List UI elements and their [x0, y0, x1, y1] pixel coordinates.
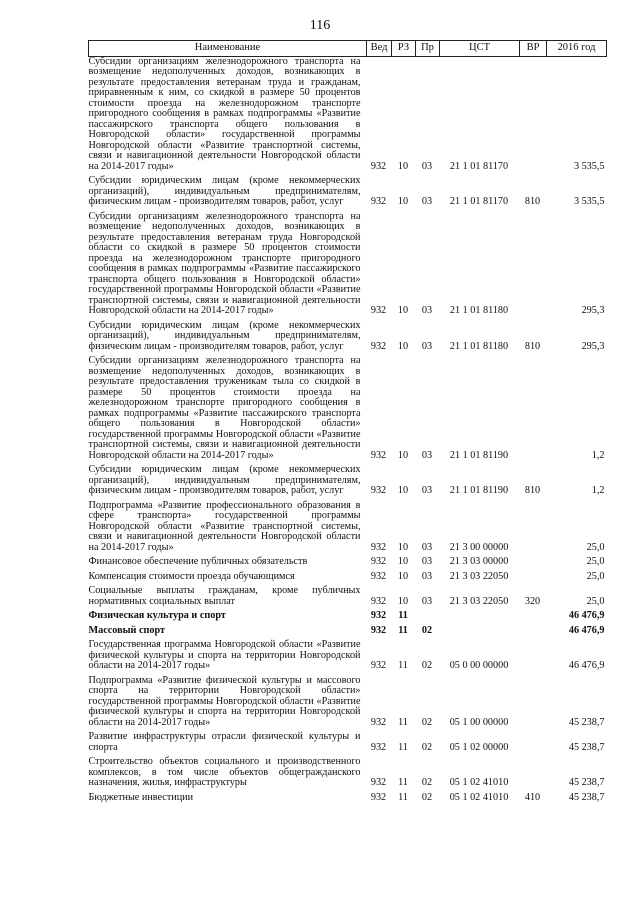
- cell-cst: 05 1 02 41010: [449, 777, 509, 788]
- cell-pr: 03: [421, 556, 433, 567]
- cell-rz: 11: [398, 610, 408, 621]
- table-row: [89, 356, 607, 465]
- cell-ved: 932: [370, 595, 387, 607]
- cell-rz: 10: [397, 196, 409, 207]
- cell-name: Бюджетные инвестиции: [88, 791, 194, 803]
- cell-vr: [520, 356, 547, 465]
- cell-sum: 46 476,9: [568, 610, 605, 621]
- cell-sum: 45 238,7: [568, 716, 605, 728]
- table-row: [89, 732, 607, 757]
- cell-rz: 11: [398, 777, 408, 788]
- cell-vr: [520, 572, 547, 587]
- cell-rz: 11: [398, 791, 408, 803]
- cell-ved: 932: [370, 610, 387, 621]
- cell-name: Массовый спорт: [88, 624, 165, 636]
- cell-name: Социальные выплаты гражданам, кроме публичных нормативных социальных выплат: [88, 585, 361, 607]
- cell-pr: 02: [421, 791, 433, 803]
- cell-cst: 21 3 03 00000: [449, 556, 509, 567]
- cell-sum: 45 238,7: [568, 777, 605, 788]
- cell-ved: 932: [370, 305, 387, 316]
- cell-name: Компенсация стоимости проезда обучающимся: [88, 570, 295, 582]
- cell-pr: 02: [421, 741, 433, 753]
- cell-cst: 21 3 00 00000: [449, 541, 509, 553]
- cell-rz: 10: [397, 305, 409, 316]
- header-name: Наименование: [89, 41, 367, 57]
- cell-rz: 11: [398, 716, 408, 728]
- cell-name: Физическая культура и спорт: [88, 610, 226, 621]
- cell-cst: 05 1 00 00000: [449, 716, 509, 728]
- table-row: [89, 176, 607, 212]
- table-row: [89, 757, 607, 793]
- cell-rz: 10: [397, 570, 409, 582]
- cell-cst: [440, 626, 520, 641]
- table-row: [89, 611, 607, 626]
- cell-name: Субсидии организациям железнодорожного транспорта на возмещение недополученных доходов, возникающих в результате предоставления труженикам тыла со скидкой в размере 50 процентов стоимости проезда на железнодорожном транспорте пригородного сообщения в рамках подпрограммы «Развитие пассажирского транспорта общего пользования в Новгородской области» государственной программы Новгородской области «Развитие транспортной системы, связи и навигационной деятельности Новгородской области на 2014-2017 годы»: [88, 355, 361, 461]
- cell-rz: 10: [397, 340, 409, 352]
- cell-ved: 932: [370, 340, 387, 352]
- cell-rz: 11: [398, 660, 408, 671]
- table-row: [89, 793, 607, 808]
- header-ved: Вед: [367, 41, 392, 57]
- cell-rz: 10: [397, 595, 409, 607]
- cell-ved: 932: [370, 716, 387, 728]
- header-rz: РЗ: [392, 41, 416, 57]
- cell-sum: 295,3: [581, 305, 605, 316]
- header-vr: ВР: [520, 41, 547, 57]
- cell-pr: 03: [421, 595, 433, 607]
- cell-rz: 10: [397, 556, 409, 567]
- cell-pr: 02: [421, 660, 433, 671]
- cell-name: Развитие инфраструктуры отрасли физической культуры и спорта: [88, 731, 361, 753]
- cell-rz: 10: [397, 449, 409, 461]
- cell-sum: 25,0: [586, 595, 605, 607]
- cell-name: Субсидии юридическим лицам (кроме некоммерческих организаций), индивидуальным предпринимателям, физическим лицам - производителям товаров, работ, услуг: [88, 319, 361, 352]
- table-row: [89, 676, 607, 733]
- cell-cst: 05 1 02 41010: [449, 791, 509, 803]
- cell-ved: 932: [370, 485, 387, 496]
- cell-vr: 410: [524, 791, 541, 803]
- cell-cst: 05 1 02 00000: [449, 741, 509, 753]
- cell-sum: 45 238,7: [568, 791, 605, 803]
- cell-cst: 21 1 01 81190: [449, 449, 509, 461]
- cell-cst: 21 1 01 81170: [449, 196, 509, 207]
- cell-name: Строительство объектов социального и производственного комплексов, в том числе объектов общегражданского назначения, жилья, инфраструктуры: [88, 756, 361, 788]
- table-row: [89, 501, 607, 558]
- cell-pr: 03: [421, 196, 433, 207]
- cell-ved: 932: [370, 160, 387, 172]
- table-body: [89, 56, 607, 807]
- cell-name: Подпрограмма «Развитие физической культуры и массового спорта на территории Новгородской области» государственной программы Новгородской области «Развитие физической культуры и спорта на территории Новгородской области на 2014-2017 годы»: [88, 674, 361, 728]
- cell-ved: 932: [370, 449, 387, 461]
- table-row: [89, 321, 607, 357]
- cell-sum: 25,0: [586, 541, 605, 553]
- cell-ved: 932: [370, 741, 387, 753]
- cell-ved: 932: [370, 556, 387, 567]
- cell-sum: 25,0: [586, 570, 605, 582]
- cell-pr: 03: [421, 541, 433, 553]
- cell-vr: [520, 676, 547, 733]
- table-row: [89, 586, 607, 611]
- table-row: [89, 640, 607, 676]
- cell-cst: [440, 611, 520, 626]
- cell-vr: [520, 501, 547, 558]
- header-cst: ЦСТ: [440, 41, 520, 57]
- cell-sum: 25,0: [586, 556, 605, 567]
- cell-vr: 810: [524, 485, 541, 496]
- cell-ved: 932: [370, 777, 387, 788]
- cell-sum: 3 535,5: [573, 160, 605, 172]
- cell-sum: 295,3: [581, 340, 605, 352]
- cell-ved: 932: [370, 791, 387, 803]
- cell-vr: 810: [524, 196, 541, 207]
- cell-cst: 21 3 03 22050: [449, 595, 509, 607]
- cell-vr: [520, 732, 547, 757]
- cell-sum: 1,2: [591, 449, 605, 461]
- cell-sum: 46 476,9: [568, 624, 605, 636]
- cell-vr: [520, 640, 547, 676]
- cell-name: Субсидии организациям железнодорожного транспорта на возмещение недополученных доходов, возникающих в результате предоставления ветеранам труда Новгородской области со скидкой в размере 50 процентов стоимости проезда на железнодорожном транспорте пригородного сообщения в рамках подпрограммы «Развитие пассажирского транспорта общего пользования в Новгородской области» государственной программы Новгородской области «Развитие транспортной системы, связи и навигационной деятельности Новгородской области на 2014-2017 годы»: [88, 210, 361, 316]
- page-number: 116: [309, 18, 331, 33]
- cell-ved: 932: [370, 660, 387, 671]
- cell-pr: 03: [421, 340, 433, 352]
- cell-cst: 21 1 01 81190: [449, 485, 509, 496]
- cell-pr: 02: [421, 624, 433, 636]
- cell-cst: 05 0 00 00000: [449, 660, 509, 671]
- table-row: [89, 465, 607, 501]
- cell-name: Финансовое обеспечение публичных обязательств: [88, 556, 308, 567]
- cell-rz: 10: [397, 485, 409, 496]
- cell-vr: 810: [524, 340, 541, 352]
- cell-pr: 02: [421, 777, 433, 788]
- cell-ved: 932: [370, 624, 387, 636]
- cell-pr: 03: [421, 160, 433, 172]
- budget-table: [88, 40, 607, 807]
- cell-cst: 21 1 01 81180: [449, 340, 509, 352]
- cell-pr: 03: [421, 449, 433, 461]
- cell-pr: 03: [421, 305, 433, 316]
- table-row: [89, 572, 607, 587]
- cell-vr: [520, 212, 547, 321]
- cell-pr: 03: [421, 570, 433, 582]
- cell-vr: [520, 611, 547, 626]
- table-row: [89, 56, 607, 176]
- table-row: [89, 557, 607, 572]
- cell-sum: 45 238,7: [568, 741, 605, 753]
- table-header: [89, 41, 607, 57]
- cell-vr: 320: [524, 595, 541, 607]
- cell-vr: [520, 626, 547, 641]
- cell-vr: [520, 56, 547, 176]
- cell-ved: 932: [370, 570, 387, 582]
- cell-pr: 03: [421, 485, 433, 496]
- cell-rz: 10: [397, 541, 409, 553]
- cell-sum: 46 476,9: [568, 660, 605, 671]
- cell-cst: 21 1 01 81170: [449, 160, 509, 172]
- cell-name: Субсидии юридическим лицам (кроме некоммерческих организаций), индивидуальным предпринимателям, физическим лицам - производителям товаров, работ, услуг: [88, 464, 361, 496]
- cell-ved: 932: [370, 196, 387, 207]
- cell-vr: [520, 757, 547, 793]
- table-row: [89, 212, 607, 321]
- cell-vr: [520, 557, 547, 572]
- header-sum: 2016 год: [547, 41, 607, 57]
- cell-sum: 3 535,5: [573, 196, 605, 207]
- table-row: [89, 626, 607, 641]
- cell-pr: [416, 611, 440, 626]
- cell-name: Государственная программа Новгородской области «Развитие физической культуры и спорта на территории Новгородской области на 2014-2017 годы»: [88, 639, 361, 671]
- cell-pr: 02: [421, 716, 433, 728]
- cell-ved: 932: [370, 541, 387, 553]
- cell-rz: 10: [397, 160, 409, 172]
- cell-name: Подпрограмма «Развитие профессионального образования в сфере транспорта» государственной программы Новгородской области «Развитие транспортной системы, связи и навигационной деятельности Новгородской области на 2014-2017 годы»: [88, 499, 361, 553]
- cell-name: Субсидии организациям железнодорожного транспорта на возмещение недополученных доходов, возникающих в результате предоставления ветеранам труда и гражданам, приравненным к ним, со скидкой в размере 50 процентов стоимости проезда на железнодорожном транспорте пригородного сообщения в рамках подпрограммы «Развитие пассажирского транспорта общего пользования в Новгородской области» государственной программы Новгородской области «Развитие транспортной системы, связи и навигационной деятельности Новгородской области на 2014-2017 годы»: [88, 55, 361, 172]
- cell-rz: 11: [398, 741, 408, 753]
- cell-rz: 11: [398, 624, 408, 636]
- cell-sum: 1,2: [591, 485, 605, 496]
- cell-cst: 21 1 01 81180: [449, 305, 509, 316]
- cell-cst: 21 3 03 22050: [449, 570, 509, 582]
- header-pr: Пр: [416, 41, 440, 57]
- cell-name: Субсидии юридическим лицам (кроме некоммерческих организаций), индивидуальным предпринимателям, физическим лицам - производителям товаров, работ, услуг: [88, 175, 361, 207]
